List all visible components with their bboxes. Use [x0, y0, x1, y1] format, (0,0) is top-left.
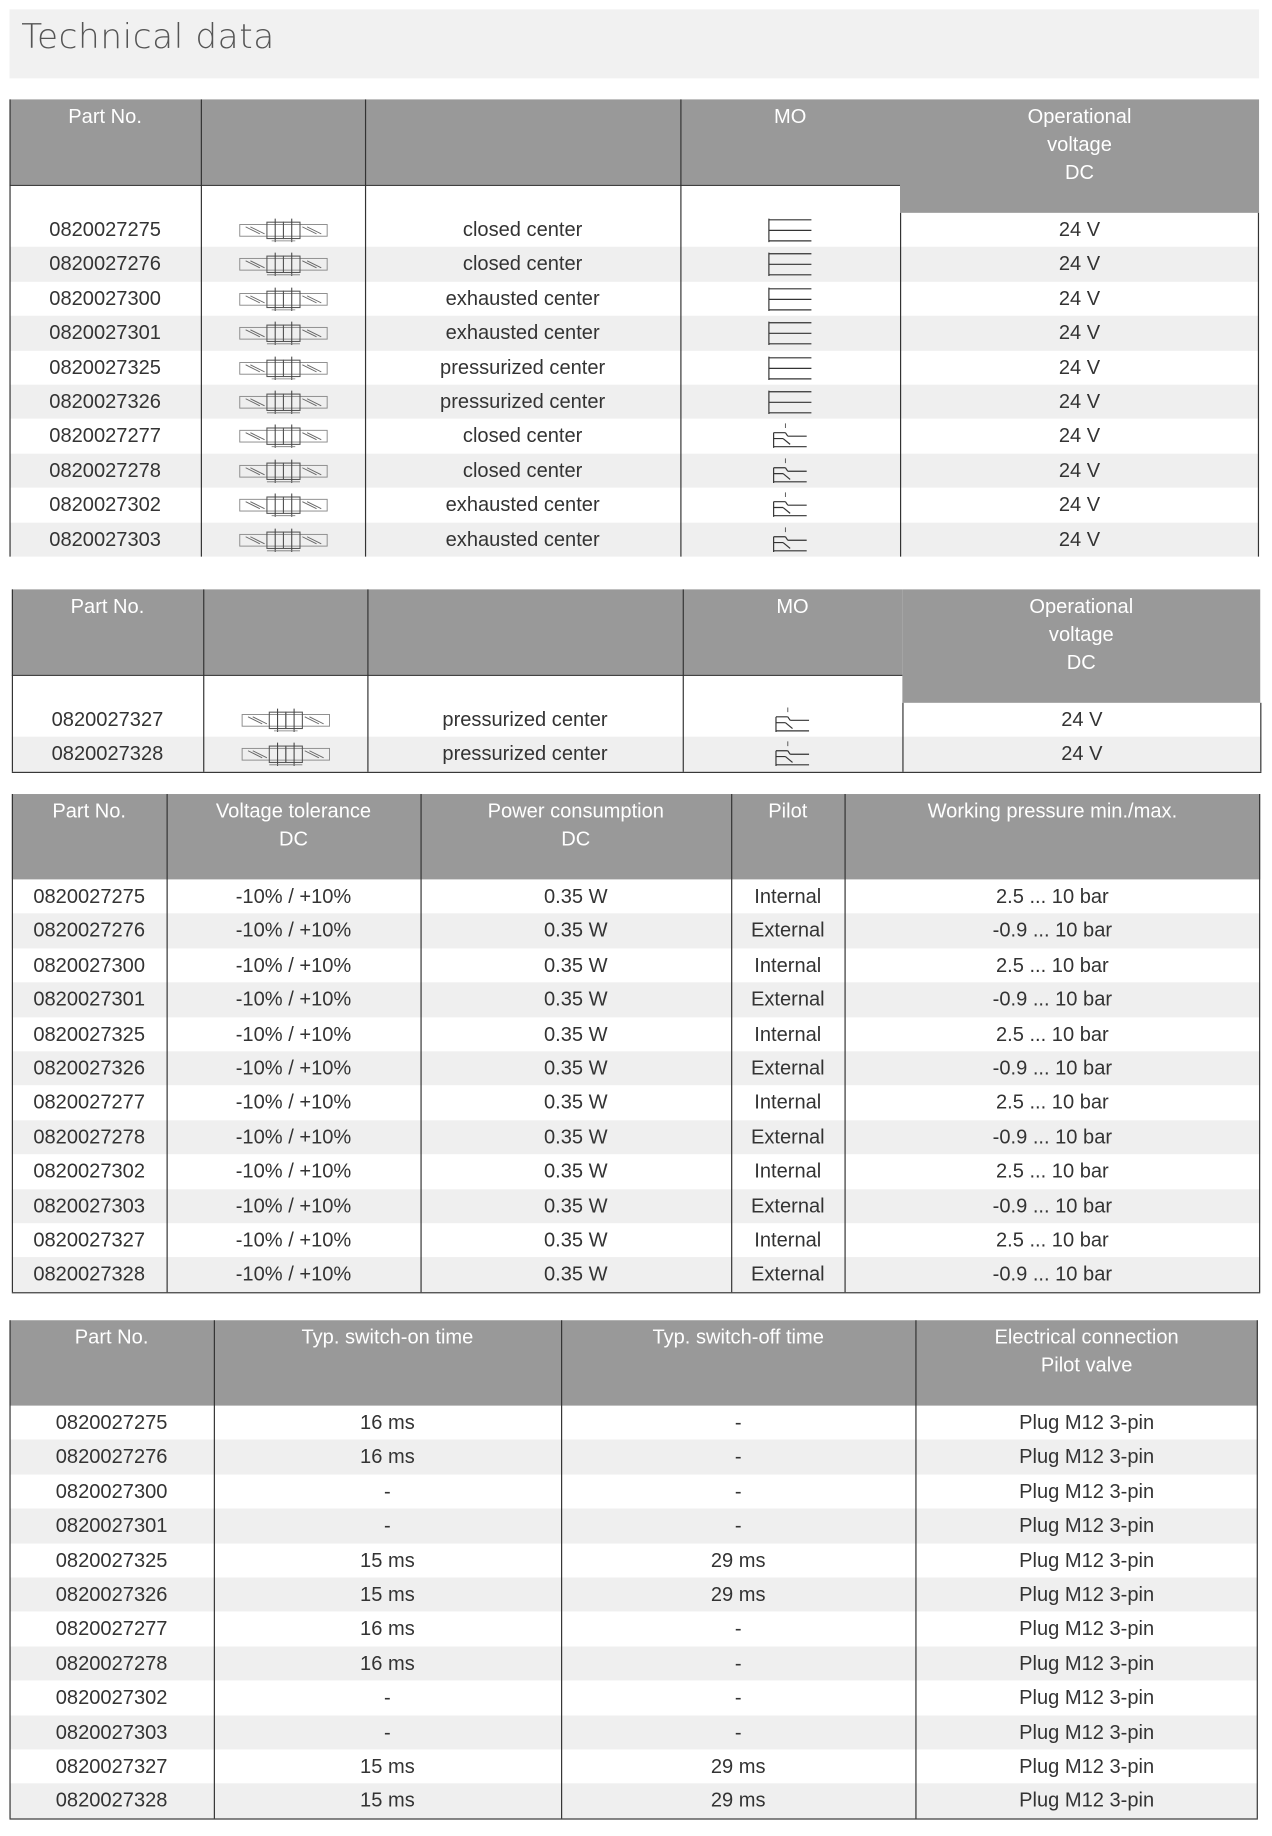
- switch-off-time: -: [734, 1445, 742, 1469]
- part-number: 0820027300: [55, 1480, 168, 1503]
- mo-b-icon: [767, 457, 814, 491]
- part-number: 0820027328: [55, 1789, 168, 1812]
- mo-b-icon: [769, 706, 816, 740]
- header-power-l1: Power consumption: [487, 799, 664, 823]
- part-number: 0820027328: [33, 1263, 145, 1286]
- column-divider: [167, 794, 168, 1292]
- power-consumption: 0.35 W: [543, 919, 608, 942]
- table-row: [9, 419, 1259, 453]
- mo-a-icon: [767, 354, 814, 388]
- mo-a-icon: [767, 216, 814, 250]
- table-electrical: [12, 794, 1260, 1292]
- switch-on-time: 16 ms: [360, 1652, 415, 1675]
- column-divider: [731, 794, 732, 1292]
- mo-b-icon: [767, 491, 814, 525]
- table-switching: [9, 1320, 1257, 1818]
- voltage-tolerance: -10% / +10%: [235, 1194, 352, 1217]
- table-row: [9, 247, 1259, 281]
- working-pressure: -0.9 ... 10 bar: [992, 988, 1113, 1011]
- operational-voltage: 24 V: [1058, 218, 1101, 241]
- header-electrical: [915, 1320, 1258, 1405]
- column-divider: [1260, 703, 1261, 772]
- switch-on-time: -: [384, 1686, 391, 1709]
- row-divider: [9, 1818, 1257, 1819]
- operational-voltage: 24 V: [1061, 743, 1103, 766]
- part-number: 0820027276: [55, 1445, 168, 1469]
- switch-off-time: -: [734, 1514, 742, 1537]
- header-voltage-l2: voltage: [1048, 623, 1114, 646]
- power-consumption: 0.35 W: [543, 1194, 608, 1217]
- electrical-connection: Plug M12 3-pin: [1019, 1755, 1155, 1778]
- pilot: External: [750, 1057, 825, 1080]
- switch-off-time: -: [734, 1720, 742, 1744]
- valve-symbol-icon: [239, 355, 329, 387]
- valve-symbol-icon: [239, 321, 329, 353]
- power-consumption: 0.35 W: [543, 953, 608, 977]
- column-divider: [12, 589, 13, 771]
- part-number: 0820027300: [33, 953, 145, 977]
- valve-symbol-icon: [239, 389, 329, 421]
- working-pressure: -0.9 ... 10 bar: [992, 919, 1113, 942]
- valve-symbol-icon: [239, 458, 329, 490]
- operational-voltage: 24 V: [1058, 321, 1101, 345]
- table-row: [12, 983, 1260, 1017]
- center-position: exhausted center: [445, 287, 600, 310]
- pilot: Internal: [754, 885, 822, 908]
- table-row: [9, 1543, 1257, 1577]
- operational-voltage: 24 V: [1058, 356, 1101, 379]
- table-row: [9, 350, 1259, 384]
- column-divider: [12, 794, 13, 1292]
- row-divider: [12, 772, 1262, 773]
- electrical-connection: Plug M12 3-pin: [1019, 1411, 1155, 1434]
- column-divider: [915, 1320, 916, 1818]
- header-electrical-l2: Pilot valve: [1040, 1354, 1133, 1377]
- table-row: [12, 914, 1260, 948]
- header-mo: MO: [776, 595, 809, 618]
- pilot: External: [750, 988, 825, 1011]
- table-row: [9, 1578, 1257, 1612]
- part-number: 0820027302: [33, 1160, 145, 1183]
- valve-symbol-icon: [239, 218, 329, 250]
- voltage-tolerance: -10% / +10%: [235, 1057, 352, 1080]
- table-row: [9, 1612, 1257, 1646]
- column-divider: [680, 99, 681, 556]
- electrical-connection: Plug M12 3-pin: [1019, 1548, 1155, 1572]
- switch-on-time: 15 ms: [360, 1583, 415, 1606]
- valve-symbol-icon: [241, 707, 331, 739]
- column-divider: [367, 589, 368, 771]
- table-row: [12, 1189, 1260, 1223]
- part-number: 0820027325: [55, 1548, 168, 1572]
- voltage-tolerance: -10% / +10%: [235, 1263, 352, 1286]
- working-pressure: 2.5 ... 10 bar: [995, 885, 1109, 908]
- part-number: 0820027327: [55, 1755, 168, 1778]
- switch-on-time: -: [384, 1480, 391, 1503]
- table-row: [9, 213, 1259, 247]
- page-header: [9, 9, 1259, 78]
- operational-voltage: 24 V: [1058, 528, 1101, 551]
- table-row: [9, 282, 1259, 316]
- part-number: 0820027275: [49, 218, 161, 241]
- switch-off-time: 29 ms: [710, 1755, 766, 1778]
- switch-on-time: 15 ms: [360, 1789, 415, 1812]
- column-divider: [1259, 794, 1260, 1292]
- power-consumption: 0.35 W: [543, 1160, 608, 1183]
- part-number: 0820027303: [49, 528, 161, 551]
- part-number: 0820027278: [33, 1125, 145, 1149]
- operational-voltage: 24 V: [1058, 390, 1101, 413]
- page-title: Technical data: [21, 16, 275, 57]
- table-row: [9, 1749, 1257, 1783]
- working-pressure: 2.5 ... 10 bar: [995, 1091, 1109, 1114]
- center-position: exhausted center: [445, 321, 600, 345]
- switch-off-time: -: [734, 1480, 742, 1503]
- part-number: 0820027325: [49, 356, 161, 379]
- header-switch-off: Typ. switch-off time: [652, 1326, 824, 1349]
- switch-on-time: 16 ms: [360, 1411, 415, 1434]
- electrical-connection: Plug M12 3-pin: [1019, 1514, 1155, 1537]
- column-divider: [1257, 1320, 1258, 1818]
- header-pilot: Pilot: [768, 799, 808, 823]
- header-pressure: Working pressure min./max.: [927, 799, 1178, 823]
- pilot: Internal: [754, 1160, 822, 1183]
- mo-b-icon: [767, 526, 814, 560]
- power-consumption: 0.35 W: [543, 1057, 608, 1080]
- column-divider: [365, 99, 366, 556]
- row-divider: [12, 675, 903, 676]
- voltage-tolerance: -10% / +10%: [235, 1125, 352, 1149]
- part-number: 0820027275: [33, 885, 145, 908]
- mo-a-icon: [767, 388, 814, 422]
- part-number: 0820027303: [55, 1720, 168, 1744]
- mo-a-icon: [767, 251, 814, 285]
- center-position: exhausted center: [445, 493, 600, 516]
- table-row: [12, 737, 1262, 771]
- column-divider: [902, 703, 903, 772]
- part-number: 0820027276: [49, 253, 161, 276]
- column-divider: [561, 1320, 562, 1818]
- part-number: 0820027326: [49, 390, 161, 413]
- part-number: 0820027278: [55, 1652, 168, 1675]
- table-row: [9, 1681, 1257, 1715]
- table-row: [9, 1784, 1257, 1818]
- center-position: closed center: [462, 218, 583, 241]
- table-row: [12, 1051, 1260, 1085]
- header-mo: MO: [773, 105, 807, 128]
- valve-symbol-icon: [239, 493, 329, 525]
- table-row: [9, 1715, 1257, 1749]
- table-row: [9, 385, 1259, 419]
- table-valve-types: [9, 99, 1259, 557]
- switch-on-time: 16 ms: [360, 1617, 415, 1640]
- part-number: 0820027327: [33, 1229, 145, 1252]
- part-number: 0820027328: [51, 743, 164, 766]
- operational-voltage: 24 V: [1058, 493, 1101, 516]
- header-voltage: [900, 99, 1259, 212]
- part-number: 0820027278: [49, 459, 161, 482]
- switch-off-time: -: [734, 1411, 742, 1434]
- voltage-tolerance: -10% / +10%: [235, 1022, 352, 1045]
- column-divider: [9, 99, 10, 556]
- electrical-connection: Plug M12 3-pin: [1019, 1686, 1155, 1709]
- voltage-tolerance: -10% / +10%: [235, 919, 352, 942]
- electrical-connection: Plug M12 3-pin: [1019, 1652, 1155, 1675]
- column-divider: [9, 1320, 10, 1818]
- header-electrical-l1: Electrical connection: [994, 1326, 1179, 1349]
- center-position: closed center: [462, 253, 583, 276]
- center-position: pressurized center: [442, 708, 608, 731]
- table-row: [9, 1474, 1257, 1508]
- header-tolerance-l2: DC: [278, 827, 309, 851]
- header-voltage-l2: voltage: [1047, 133, 1112, 156]
- part-number: 0820027326: [33, 1057, 145, 1080]
- column-divider: [1258, 213, 1259, 557]
- pilot: Internal: [754, 1229, 822, 1252]
- switch-on-time: 15 ms: [360, 1755, 415, 1778]
- switch-off-time: -: [734, 1686, 742, 1709]
- part-number: 0820027300: [49, 287, 161, 310]
- table-row: [12, 1086, 1260, 1120]
- switch-on-time: -: [384, 1514, 391, 1537]
- switch-off-time: 29 ms: [710, 1583, 766, 1606]
- column-divider: [844, 794, 845, 1292]
- part-number: 0820027302: [55, 1686, 168, 1709]
- power-consumption: 0.35 W: [543, 1263, 608, 1286]
- table-row: [9, 1406, 1257, 1440]
- column-divider: [420, 794, 421, 1292]
- part-number: 0820027326: [55, 1583, 168, 1606]
- table-row: [9, 1440, 1257, 1474]
- header-voltage-l1: Operational: [1027, 105, 1132, 128]
- operational-voltage: 24 V: [1061, 708, 1103, 731]
- header-voltage-l3: DC: [1065, 161, 1095, 184]
- operational-voltage: 24 V: [1058, 287, 1101, 310]
- valve-symbol-icon: [239, 527, 329, 559]
- switch-off-time: -: [734, 1652, 742, 1675]
- header-part-no: Part No.: [74, 1326, 149, 1349]
- switch-on-time: 16 ms: [360, 1445, 415, 1469]
- voltage-tolerance: -10% / +10%: [235, 1091, 352, 1114]
- table-row: [12, 703, 1262, 737]
- column-divider: [683, 589, 684, 771]
- valve-symbol-icon: [241, 742, 331, 774]
- table-row: [9, 453, 1259, 487]
- voltage-tolerance: -10% / +10%: [235, 1229, 352, 1252]
- electrical-connection: Plug M12 3-pin: [1019, 1480, 1155, 1503]
- table-row: [9, 1509, 1257, 1543]
- pilot: Internal: [754, 1022, 822, 1045]
- center-position: closed center: [462, 424, 583, 448]
- operational-voltage: 24 V: [1058, 253, 1101, 276]
- electrical-connection: Plug M12 3-pin: [1019, 1445, 1155, 1469]
- electrical-connection: Plug M12 3-pin: [1019, 1617, 1155, 1640]
- pilot: External: [750, 1263, 825, 1286]
- table-row: [12, 1258, 1260, 1292]
- center-position: pressurized center: [442, 743, 608, 766]
- mo-b-icon: [767, 423, 814, 457]
- valve-symbol-icon: [239, 286, 329, 318]
- table-valve-types-2: [12, 589, 1260, 773]
- part-number: 0820027301: [55, 1514, 168, 1537]
- voltage-tolerance: -10% / +10%: [235, 1160, 352, 1183]
- working-pressure: 2.5 ... 10 bar: [995, 1160, 1109, 1183]
- pilot: External: [750, 1125, 825, 1149]
- center-position: pressurized center: [440, 356, 606, 379]
- electrical-connection: Plug M12 3-pin: [1019, 1720, 1155, 1744]
- part-number: 0820027275: [55, 1411, 168, 1434]
- working-pressure: 2.5 ... 10 bar: [995, 1229, 1109, 1252]
- table-row: [9, 488, 1259, 522]
- electrical-connection: Plug M12 3-pin: [1019, 1789, 1155, 1812]
- pilot: External: [750, 1194, 825, 1217]
- voltage-tolerance: -10% / +10%: [235, 953, 352, 977]
- column-divider: [201, 99, 202, 556]
- table-row: [12, 1154, 1260, 1188]
- part-number: 0820027303: [33, 1194, 145, 1217]
- table-row: [12, 879, 1260, 913]
- mo-b-icon: [769, 741, 816, 775]
- switch-off-time: -: [734, 1617, 742, 1640]
- header-part-no: Part No.: [68, 105, 142, 128]
- pilot: Internal: [754, 953, 822, 977]
- working-pressure: -0.9 ... 10 bar: [992, 1194, 1113, 1217]
- header-tolerance: [167, 794, 421, 879]
- working-pressure: 2.5 ... 10 bar: [995, 953, 1109, 977]
- column-divider: [900, 213, 901, 557]
- power-consumption: 0.35 W: [543, 1125, 608, 1149]
- table-row: [9, 316, 1259, 350]
- electrical-connection: Plug M12 3-pin: [1019, 1583, 1155, 1606]
- switch-off-time: 29 ms: [710, 1789, 766, 1812]
- power-consumption: 0.35 W: [543, 1091, 608, 1114]
- header-tolerance-l1: Voltage tolerance: [215, 799, 372, 823]
- part-number: 0820027301: [49, 321, 161, 345]
- operational-voltage: 24 V: [1058, 459, 1101, 482]
- part-number: 0820027277: [33, 1091, 145, 1114]
- part-number: 0820027301: [33, 988, 145, 1011]
- valve-symbol-icon: [239, 424, 329, 456]
- mo-a-icon: [767, 319, 814, 353]
- power-consumption: 0.35 W: [543, 885, 608, 908]
- operational-voltage: 24 V: [1058, 424, 1101, 448]
- working-pressure: -0.9 ... 10 bar: [992, 1057, 1113, 1080]
- part-number: 0820027327: [51, 708, 164, 731]
- voltage-tolerance: -10% / +10%: [235, 988, 352, 1011]
- switch-on-time: -: [384, 1720, 391, 1744]
- table-row: [12, 948, 1260, 982]
- row-divider: [12, 1292, 1260, 1293]
- center-position: exhausted center: [445, 528, 600, 551]
- part-number: 0820027325: [33, 1022, 145, 1045]
- part-number: 0820027277: [49, 424, 161, 448]
- working-pressure: 2.5 ... 10 bar: [995, 1022, 1109, 1045]
- pilot: Internal: [754, 1091, 822, 1114]
- switch-off-time: 29 ms: [710, 1548, 766, 1572]
- header-voltage: [902, 589, 1260, 702]
- center-position: closed center: [462, 459, 583, 482]
- power-consumption: 0.35 W: [543, 1229, 608, 1252]
- row-divider: [9, 185, 900, 186]
- pilot: External: [750, 919, 825, 942]
- switch-on-time: 15 ms: [360, 1548, 415, 1572]
- power-consumption: 0.35 W: [543, 988, 608, 1011]
- column-divider: [214, 1320, 215, 1818]
- power-consumption: 0.35 W: [543, 1022, 608, 1045]
- header-switch-on: Typ. switch-on time: [301, 1326, 474, 1349]
- column-divider: [203, 589, 204, 771]
- working-pressure: -0.9 ... 10 bar: [992, 1125, 1113, 1149]
- valve-symbol-icon: [239, 252, 329, 284]
- table-row: [12, 1120, 1260, 1154]
- header-voltage-l3: DC: [1066, 651, 1096, 674]
- header-power: [420, 794, 731, 879]
- table-row: [9, 522, 1259, 556]
- header-part-no: Part No.: [52, 799, 126, 823]
- part-number: 0820027276: [33, 919, 145, 942]
- header-power-l2: DC: [561, 827, 591, 851]
- table-row: [12, 1017, 1260, 1051]
- part-number: 0820027302: [49, 493, 161, 516]
- center-position: pressurized center: [440, 390, 606, 413]
- voltage-tolerance: -10% / +10%: [235, 885, 352, 908]
- part-number: 0820027277: [55, 1617, 168, 1640]
- header-part-no: Part No.: [70, 595, 145, 618]
- mo-a-icon: [767, 285, 814, 319]
- header-voltage-l1: Operational: [1029, 595, 1134, 618]
- working-pressure: -0.9 ... 10 bar: [992, 1263, 1113, 1286]
- table-row: [9, 1646, 1257, 1680]
- table-row: [12, 1223, 1260, 1257]
